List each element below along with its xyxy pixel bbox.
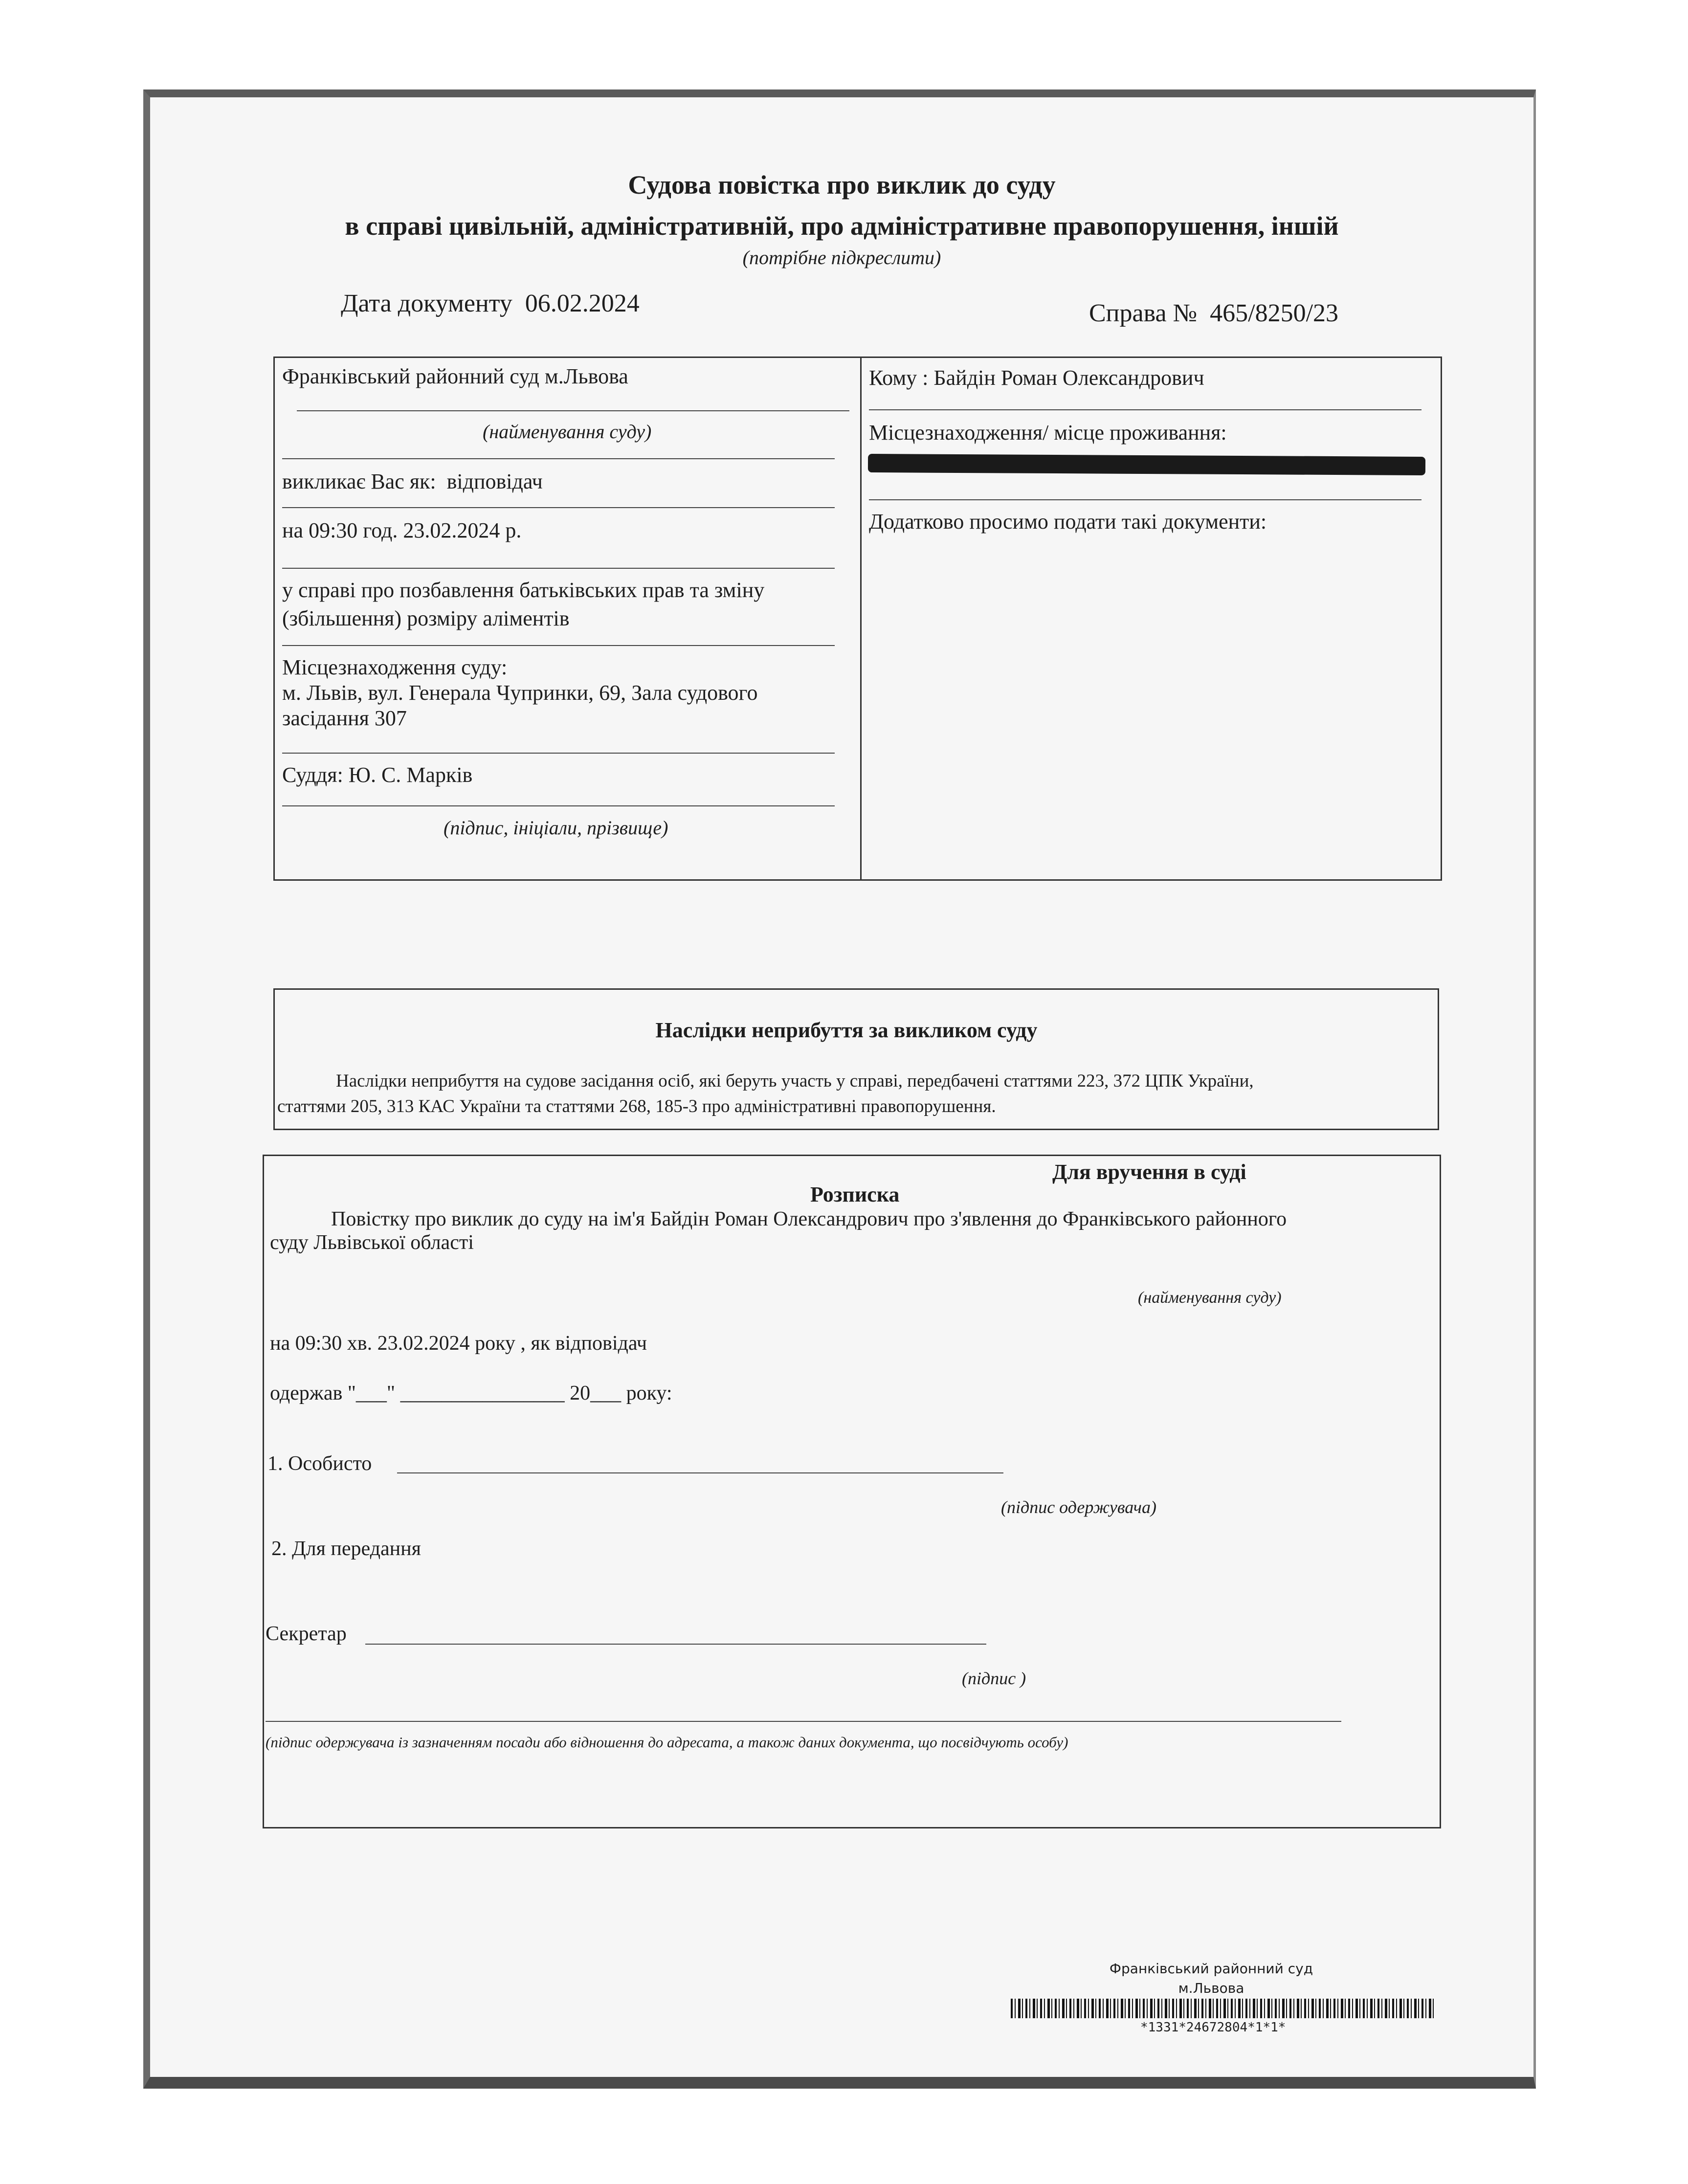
secretary-signature-caption: (підпис ) [962, 1669, 1026, 1688]
receipt-title: Розписка [810, 1182, 900, 1206]
divider [282, 753, 835, 754]
recipient-name: Байдін Роман Олександрович [933, 366, 1204, 390]
document-date [341, 289, 640, 318]
consequences-text-line2: статтями 205, 313 КАС України та статтями 268, 185-3 про адміністративні правопорушення. [277, 1096, 996, 1116]
recipient-label: Кому : [869, 366, 929, 390]
final-signature-line[interactable] [266, 1721, 1341, 1722]
judge-line: Суддя: Ю. С. Марків [282, 763, 473, 787]
consequences-title: Наслідки неприбуття за викликом суду [655, 1018, 1038, 1042]
receipt-text-line1: Повістку про виклик до суду на ім'я Байдін Роман Олександрович про з'явлення до Франківського районного [331, 1208, 1287, 1230]
hearing-time: на 09:30 год. 23.02.2024 р. [282, 518, 522, 542]
date-value: 06.02.2024 [525, 290, 640, 317]
extra-documents-label: Додатково просимо подати такі документи: [869, 510, 1267, 534]
receipt-court-caption: (найменування суду) [1138, 1289, 1282, 1307]
court-stamp-line1: Франківський районний суд [1109, 1961, 1313, 1977]
consequences-text-line1: Наслідки неприбуття на судове засідання осіб, які беруть участь у справі, передбачені статтями 223, 372 ЦПК України, [336, 1071, 1254, 1091]
barcode-text: *1331*24672804*1*1* [1140, 2020, 1286, 2035]
final-signature-caption: (підпис одержувача із зазначенням посади або відношення до адресата, а також даних документа, що посвідчують особу) [266, 1734, 1068, 1751]
divider [869, 409, 1421, 410]
divider [869, 499, 1421, 500]
divider [282, 507, 835, 508]
divider [282, 458, 835, 459]
court-caption: (найменування суду) [483, 421, 652, 443]
court-location-line2: засідання 307 [282, 706, 407, 730]
column-divider [860, 357, 862, 881]
case-number [1089, 299, 1338, 328]
court-name: Франківський районний суд м.Львова [282, 364, 628, 388]
case-value: 465/8250/23 [1210, 299, 1339, 327]
transfer-label: 2. Для передання [271, 1538, 421, 1560]
secretary-label: Секретар [266, 1623, 347, 1645]
receipt-text-line2: суду Львівської області [270, 1231, 474, 1254]
title-note: (потрібне підкреслити) [742, 246, 941, 268]
court-location-label: Місцезнаходження суду: [282, 655, 508, 679]
summons-role-line [282, 469, 543, 494]
barcode [1011, 1999, 1436, 2018]
recipient-signature-caption: (підпис одержувача) [1001, 1497, 1156, 1517]
date-label: Дата документу [341, 290, 512, 317]
court-location-line1: м. Львів, вул. Генерала Чупринки, 69, Зала судового [282, 681, 758, 705]
case-subject-line2: (збільшення) розміру аліментів [282, 606, 570, 630]
document-subtitle: в справі цивільній, адміністративній, про адміністративне правопорушення, іншій [345, 211, 1339, 241]
for-court-label: Для вручення в суді [1052, 1160, 1246, 1184]
divider [282, 805, 835, 806]
redacted-address [868, 454, 1425, 475]
divider [297, 410, 849, 411]
personally-label: 1. Особисто [267, 1452, 372, 1475]
divider [282, 645, 835, 646]
personally-signature-line[interactable] [397, 1472, 1003, 1473]
received-date-line: одержав "___" ________________ 20___ року: [270, 1382, 672, 1404]
recipient-line [869, 365, 1204, 390]
receipt-time-line: на 09:30 хв. 23.02.2024 року , як відповідач [270, 1332, 647, 1355]
summons-label: викликає Вас як: [282, 469, 436, 493]
document-title: Судова повістка про виклик до суду [628, 170, 1056, 200]
judge-caption: (підпис, ініціали, прізвище) [444, 817, 668, 839]
court-stamp-line2: м.Львова [1178, 1980, 1244, 1996]
residence-label: Місцезнаходження/ місце проживання: [869, 421, 1227, 445]
case-subject-line1: у справі про позбавлення батьківських прав та зміну [282, 578, 765, 602]
receipt-box [263, 1155, 1441, 1828]
secretary-signature-line[interactable] [365, 1644, 986, 1645]
summons-role: відповідач [446, 469, 543, 493]
case-label: Справа № [1089, 299, 1198, 327]
summons-sheet [143, 89, 1536, 2089]
divider [282, 568, 835, 569]
